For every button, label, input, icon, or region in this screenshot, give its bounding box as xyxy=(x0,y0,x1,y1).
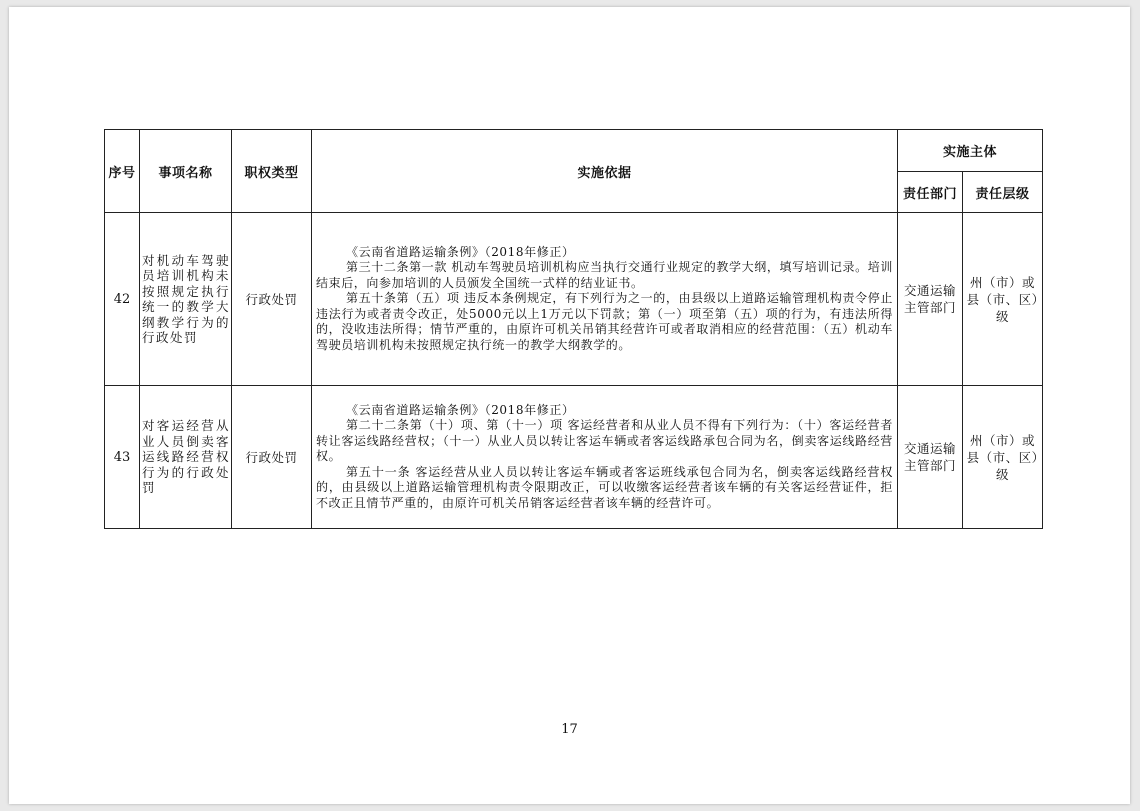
powers-table xyxy=(104,129,1043,529)
row-no: 43 xyxy=(105,386,140,529)
document-page xyxy=(9,7,1130,804)
page-number: 17 xyxy=(561,722,578,737)
row-type: 行政处罚 xyxy=(232,213,312,386)
basis-paragraph: 第五十条第（五）项 违反本条例规定，有下列行为之一的，由县级以上道路运输管理机构责令停止违法行为或者责令改正，处5000元以上1万元以下罚款；第（一）项至第（五）项的行为，有违法所得的，没收违法所得；情节严重的，由原许可机关吊销其经营许可或者取消相应的经营范围：（五）机动车驾驶员培训机构未按照规定执行统一的教学大纲教学的。 xyxy=(316,291,893,352)
basis-paragraph: 第五十一条 客运经营从业人员以转让客运车辆或者客运班线承包合同为名，倒卖客运线路经营权的，由县级以上道路运输管理机构责令限期改正，可以收缴客运经营者该车辆的有关客运经营证件，拒不改正且情节严重的，由原许可机关吊销客运经营者该车辆的经营许可。 xyxy=(316,464,893,510)
table-row xyxy=(105,213,1043,386)
header-basis: 实施依据 xyxy=(312,130,898,213)
basis-title: 《云南省道路运输条例》（2018年修正） xyxy=(346,244,575,259)
row-level: 州（市）或县（市、区）级 xyxy=(963,386,1043,529)
row-level: 州（市）或县（市、区）级 xyxy=(963,213,1043,386)
row-dept: 交通运输主管部门 xyxy=(898,213,963,386)
basis-title: 《云南省道路运输条例》（2018年修正） xyxy=(346,402,575,417)
header-no: 序号 xyxy=(105,130,140,213)
table-row xyxy=(105,386,1043,529)
header-type: 职权类型 xyxy=(232,130,312,213)
row-basis xyxy=(312,386,898,529)
basis-paragraph: 第三十二条第一款 机动车驾驶员培训机构应当执行交通行业规定的教学大纲，填写培训记录。培训结束后，向参加培训的人员颁发全国统一式样的结业证书。 xyxy=(316,260,893,290)
row-no: 42 xyxy=(105,213,140,386)
header-name: 事项名称 xyxy=(140,130,232,213)
row-name: 对客运经营从业人员倒卖客运线路经营权行为的行政处罚 xyxy=(140,386,232,529)
row-name: 对机动车驾驶员培训机构未按照规定执行统一的教学大纲教学行为的行政处罚 xyxy=(140,213,232,386)
header-dept: 责任部门 xyxy=(898,172,963,213)
row-type: 行政处罚 xyxy=(232,386,312,529)
row-basis xyxy=(312,213,898,386)
basis-paragraph: 第二十二条第（十）项、第（十一）项 客运经营者和从业人员不得有下列行为：（十）客运经营者转让客运线路经营权；（十一）从业人员以转让客运车辆或者客运线路承包合同为名，倒卖客运线路经营权。 xyxy=(316,418,893,464)
header-subject: 实施主体 xyxy=(898,130,1043,172)
header-level: 责任层级 xyxy=(963,172,1043,213)
header-row-1 xyxy=(105,130,1043,172)
row-dept: 交通运输主管部门 xyxy=(898,386,963,529)
